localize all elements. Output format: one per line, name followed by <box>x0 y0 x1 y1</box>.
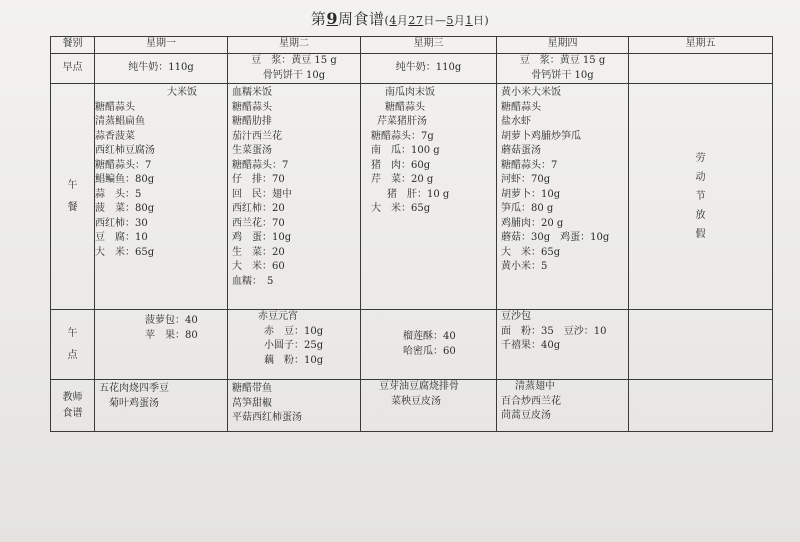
holiday-char: 放 <box>695 210 706 221</box>
snack-label <box>51 310 95 380</box>
teacher-thursday <box>497 380 629 432</box>
menu-line: 芹 菜：20 g <box>371 174 434 185</box>
menu-line: 胡萝卜鸡脯炒笋瓜 <box>501 130 581 142</box>
menu-line: 西红柿：30 <box>95 217 148 229</box>
menu-line: 西兰花：70 <box>232 217 285 229</box>
teacher-monday <box>95 380 228 432</box>
menu-line: 糖醋蒜头：7 <box>501 159 558 171</box>
menu-line: 糖醋肋排 <box>232 116 272 127</box>
menu-line: 河虾：70g <box>501 174 551 185</box>
menu-line: 纯牛奶：110g <box>395 62 462 74</box>
title-week-number: 9 <box>326 9 339 28</box>
menu-line: 鲳鳊鱼：80g <box>95 174 155 185</box>
menu-line: 哈密瓜：60 <box>403 345 456 357</box>
menu-line: 西红柿豆腐汤 <box>95 145 155 156</box>
menu-line: 糖醋蒜头：7 <box>95 159 152 171</box>
menu-line: 面 粉：35 豆沙：10 <box>501 325 607 337</box>
snack-tuesday <box>228 310 361 380</box>
holiday-char: 动 <box>695 172 706 183</box>
menu-line: 大 米：65g <box>501 246 561 258</box>
menu-line: 糖醋蒜头 <box>501 101 541 113</box>
menu-line: 平菇西红柿蛋汤 <box>232 412 302 423</box>
menu-line: 菠 菜：80g <box>95 203 155 214</box>
lunch-thursday <box>497 84 629 310</box>
menu-line: 生 菜：20 <box>232 246 285 258</box>
menu-line: 糖醋带鱼 <box>232 383 272 394</box>
snack-label-char: 午 <box>67 327 78 339</box>
menu-line: 血糯： 5 <box>232 275 274 287</box>
lunch-label-char: 午 <box>67 179 78 191</box>
title-end-month: 5 <box>446 14 454 27</box>
menu-line: 菊叶鸡蛋汤 <box>109 397 159 409</box>
menu-line: 生菜蛋汤 <box>232 145 272 156</box>
menu-line: 蘑菇蛋汤 <box>501 145 541 156</box>
menu-line: 苹 果：80 <box>145 329 198 341</box>
menu-line: 豆 浆：黄豆 15 g <box>519 55 606 66</box>
lunch-label <box>51 84 95 310</box>
menu-line: 黄小米：5 <box>501 261 548 272</box>
title-day-char-1: 日— <box>423 14 447 27</box>
menu-line: 芹菜猪肝汤 <box>377 116 427 127</box>
lunch-monday <box>95 84 228 310</box>
menu-line: 血糯米饭 <box>232 87 272 98</box>
menu-line: 小圆子：25g <box>264 340 324 351</box>
menu-line: 骨钙饼干 10g <box>262 69 326 81</box>
menu-line: 菜秧豆皮汤 <box>391 395 441 407</box>
menu-line: 回 民：翅中 <box>232 188 292 200</box>
menu-line: 豆沙包 <box>501 311 531 322</box>
menu-line: 糖醋蒜头 <box>385 101 425 113</box>
menu-line: 仔 排：70 <box>232 174 285 185</box>
holiday-char: 劳 <box>695 153 706 164</box>
menu-line: 蒜 头：5 <box>95 188 142 200</box>
header-tuesday: 星期二 <box>228 37 361 54</box>
teacher-row <box>51 380 773 432</box>
title-month-char-2: 月 <box>453 14 466 27</box>
menu-line: 五花肉烧四季豆 <box>99 383 169 394</box>
menu-line: 清蒸鲳扁鱼 <box>95 116 145 127</box>
lunch-row <box>51 84 773 310</box>
title-prefix: 第 <box>310 10 327 28</box>
title-start-day: 27 <box>408 14 424 27</box>
snack-friday <box>629 310 773 380</box>
header-thursday: 星期四 <box>497 37 629 54</box>
menu-line: 糖醋蒜头：7g <box>371 130 434 142</box>
holiday-char: 节 <box>695 191 706 202</box>
menu-line: 菠萝包：40 <box>145 315 198 326</box>
teacher-wednesday <box>361 380 497 432</box>
header-friday: 星期五 <box>629 37 773 54</box>
title-month-char-1: 月 <box>396 14 409 27</box>
menu-line: 大 米：60 <box>232 261 285 272</box>
breakfast-friday <box>629 54 773 84</box>
title-end-day: 1 <box>465 14 473 27</box>
snack-thursday <box>497 310 629 380</box>
menu-line: 猪 肝：10 g <box>387 188 450 200</box>
snack-monday <box>95 310 228 380</box>
lunch-wednesday <box>361 84 497 310</box>
menu-line: 南 瓜：100 g <box>371 145 440 156</box>
menu-line: 纯牛奶：110g <box>128 62 194 74</box>
menu-line: 赤 豆：10g <box>264 325 324 337</box>
menu-line: 大 米：65g <box>95 246 155 258</box>
menu-line: 茄汁西兰花 <box>232 130 282 142</box>
title-paren-open: ( <box>384 14 390 27</box>
menu-line: 南瓜肉末饭 <box>385 87 435 98</box>
holiday-char: 假 <box>695 229 706 240</box>
menu-line: 千禧果：40g <box>501 340 561 351</box>
teacher-label <box>51 380 95 432</box>
menu-line: 西红柿：20 <box>232 203 285 214</box>
teacher-label-line: 食谱 <box>62 407 83 419</box>
menu-line: 大 米：65g <box>371 203 431 214</box>
menu-line: 胡萝卜：10g <box>501 188 561 200</box>
weekly-menu-table <box>50 36 773 432</box>
snack-row <box>51 310 773 380</box>
menu-line: 蒜香菠菜 <box>95 130 135 142</box>
menu-line: 豆 腐：10 <box>95 232 148 243</box>
snack-wednesday <box>361 310 497 380</box>
breakfast-row <box>51 54 773 84</box>
snack-label-char: 点 <box>67 349 78 361</box>
breakfast-wednesday <box>361 54 497 84</box>
menu-line: 豆 浆：黄豆 15 g <box>251 55 337 66</box>
page-title <box>0 8 800 29</box>
teacher-tuesday <box>228 380 361 432</box>
title-start-month: 4 <box>389 14 397 27</box>
menu-line: 鸡 蛋：10g <box>232 232 292 243</box>
lunch-tuesday <box>228 84 361 310</box>
breakfast-thursday <box>497 54 629 84</box>
header-wednesday: 星期三 <box>361 37 497 54</box>
menu-line: 盐水虾 <box>501 116 531 127</box>
menu-line: 黄小米大米饭 <box>501 87 561 98</box>
menu-line: 糖醋蒜头 <box>232 101 272 113</box>
teacher-label-line: 教师 <box>62 391 83 403</box>
menu-line: 糖醋蒜头：7 <box>232 159 289 171</box>
menu-line: 藕 粉：10g <box>264 354 324 366</box>
menu-line: 豆芽油豆腐烧排骨 <box>379 381 459 392</box>
lunch-friday-holiday <box>629 84 773 310</box>
menu-line: 赤豆元宵 <box>258 311 298 322</box>
menu-line: 笋瓜：80 g <box>501 203 554 214</box>
menu-line: 莴笋甜椒 <box>232 397 272 409</box>
teacher-friday <box>629 380 773 432</box>
menu-line: 榴莲酥：40 <box>403 331 456 342</box>
breakfast-label: 早点 <box>51 54 95 84</box>
lunch-label-char: 餐 <box>67 201 78 213</box>
menu-line: 百合炒西兰花 <box>501 395 561 407</box>
title-main: 周食谱 <box>338 10 385 28</box>
menu-line: 骨钙饼干 10g <box>531 69 594 81</box>
breakfast-tuesday <box>228 54 361 84</box>
menu-line: 茼蒿豆皮汤 <box>501 410 551 421</box>
breakfast-monday <box>95 54 228 84</box>
header-monday: 星期一 <box>95 37 228 54</box>
menu-line: 大米饭 <box>167 87 197 98</box>
menu-line: 清蒸翅中 <box>515 381 555 392</box>
title-day-char-2: 日) <box>472 14 490 27</box>
header-row <box>51 37 773 54</box>
menu-line: 糖醋蒜头 <box>95 101 135 113</box>
menu-line: 鸡脯肉：20 g <box>501 217 564 229</box>
menu-line: 蘑菇：30g 鸡蛋：10g <box>501 232 610 243</box>
header-meal-type: 餐别 <box>51 37 95 54</box>
menu-line: 猪 肉：60g <box>371 159 431 171</box>
